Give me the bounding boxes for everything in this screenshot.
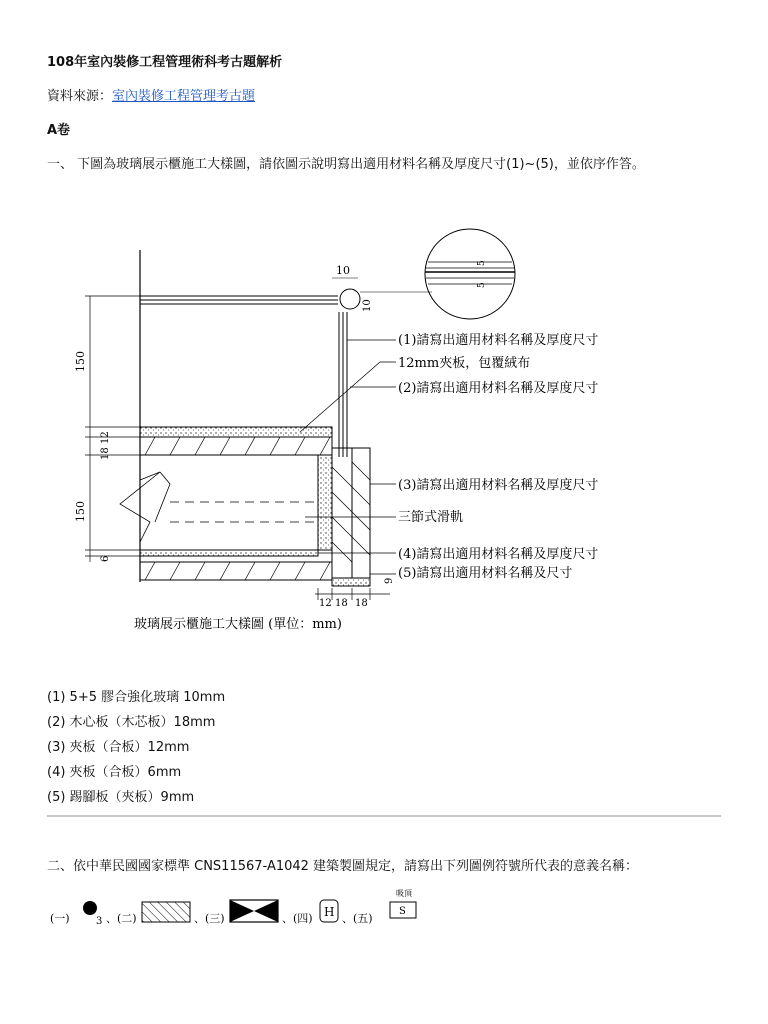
drawing-caption: 玻璃展示櫃施工大樣圖 (單位：mm) (134, 617, 342, 632)
source-label: 資料來源： (47, 89, 113, 104)
cabinet-side-board (352, 448, 370, 578)
dim-left-150-top: 150 (74, 351, 87, 372)
callout-2: (2)請寫出適用材料名稱及厚度尺寸 (398, 381, 599, 396)
section-divider (47, 815, 721, 817)
dim-left-12: 12 (100, 431, 111, 444)
symbol-hatch-icon (142, 902, 190, 922)
symbol-4-label: 、(四) (282, 912, 313, 925)
vertical-glass (339, 312, 347, 457)
dim-detail-5b: 5 (477, 282, 487, 288)
legend-symbols (50, 888, 450, 932)
callout-rail: 三節式滑軌 (398, 510, 464, 525)
question-two: 二、依中華民國國家標準 CNS11567-A1042 建築製圖規定，請寫出下列圖例符號所代表的意義名稱： (47, 859, 639, 874)
symbol-dot-icon (83, 901, 97, 915)
answer-3: (3) 夾板（合板）12mm (47, 740, 190, 755)
dim-detail-5a: 5 (477, 260, 487, 266)
answer-4: (4) 夾板（合板）6mm (47, 765, 182, 780)
symbol-1-number: 3 (96, 916, 103, 927)
question-one: 一、 下圖為玻璃展示櫃施工大樣圖，請依圖示說明寫出適用材料名稱及厚度尺寸(1)~(5)，並依序作答。 (47, 157, 645, 172)
section-title: A卷 (47, 123, 71, 138)
dim-left-6: 6 (100, 555, 111, 562)
cabinet-front-board (332, 448, 352, 578)
callout-3: (3)請寫出適用材料名稱及厚度尺寸 (398, 478, 599, 493)
detail-circle-large (360, 229, 515, 319)
source-line (47, 88, 255, 106)
drawer-bottom-board (140, 550, 318, 556)
symbol-2-label: 、(二) (106, 912, 137, 925)
detail-circle-small (340, 289, 360, 309)
callout-5: (5)請寫出適用材料名稱及尺寸 (398, 566, 573, 581)
top-glass-shelf (140, 296, 338, 304)
source-link[interactable]: 室內裝修工程管理考古題 (112, 89, 256, 104)
upper-shelf-fabric-board (140, 427, 332, 437)
symbol-bowtie-icon (230, 900, 278, 922)
symbol-4-letter: H (324, 905, 335, 919)
drawer-side-board (318, 455, 332, 550)
dim-bottom-12: 12 (319, 598, 332, 609)
dim-right-9: 9 (384, 577, 395, 584)
dim-bottom-18b: 18 (355, 598, 368, 609)
dim-bottom-18a: 18 (335, 598, 348, 609)
symbol-5-label: 、(五) (342, 912, 373, 925)
callout-4: (4)請寫出適用材料名稱及厚度尺寸 (398, 547, 599, 562)
cabinet-detail-drawing (60, 222, 660, 642)
dim-left-150-bottom: 150 (74, 501, 87, 522)
callout-1: (1)請寫出適用材料名稱及厚度尺寸 (398, 333, 599, 348)
dim-top-10-vertical: 10 (362, 299, 373, 312)
callout-12mm: 12mm夾板，包覆絨布 (398, 356, 531, 371)
dim-left-18: 18 (100, 447, 111, 460)
page-heading: 108年室內裝修工程管理術科考古題解析 (47, 55, 283, 70)
symbol-5-letter: S (399, 906, 406, 917)
symbol-1-label: (一) (50, 912, 70, 925)
symbol-5-top-text: 吸頂 (396, 889, 412, 898)
dim-top-10: 10 (336, 264, 350, 277)
answer-5: (5) 踢腳板（夾板）9mm (47, 790, 195, 805)
answer-1: (1) 5+5 膠合強化玻璃 10mm (47, 690, 226, 705)
kickboard (332, 578, 370, 586)
answer-2: (2) 木心板（木芯板）18mm (47, 715, 216, 730)
symbol-3-label: 、(三) (194, 912, 225, 925)
